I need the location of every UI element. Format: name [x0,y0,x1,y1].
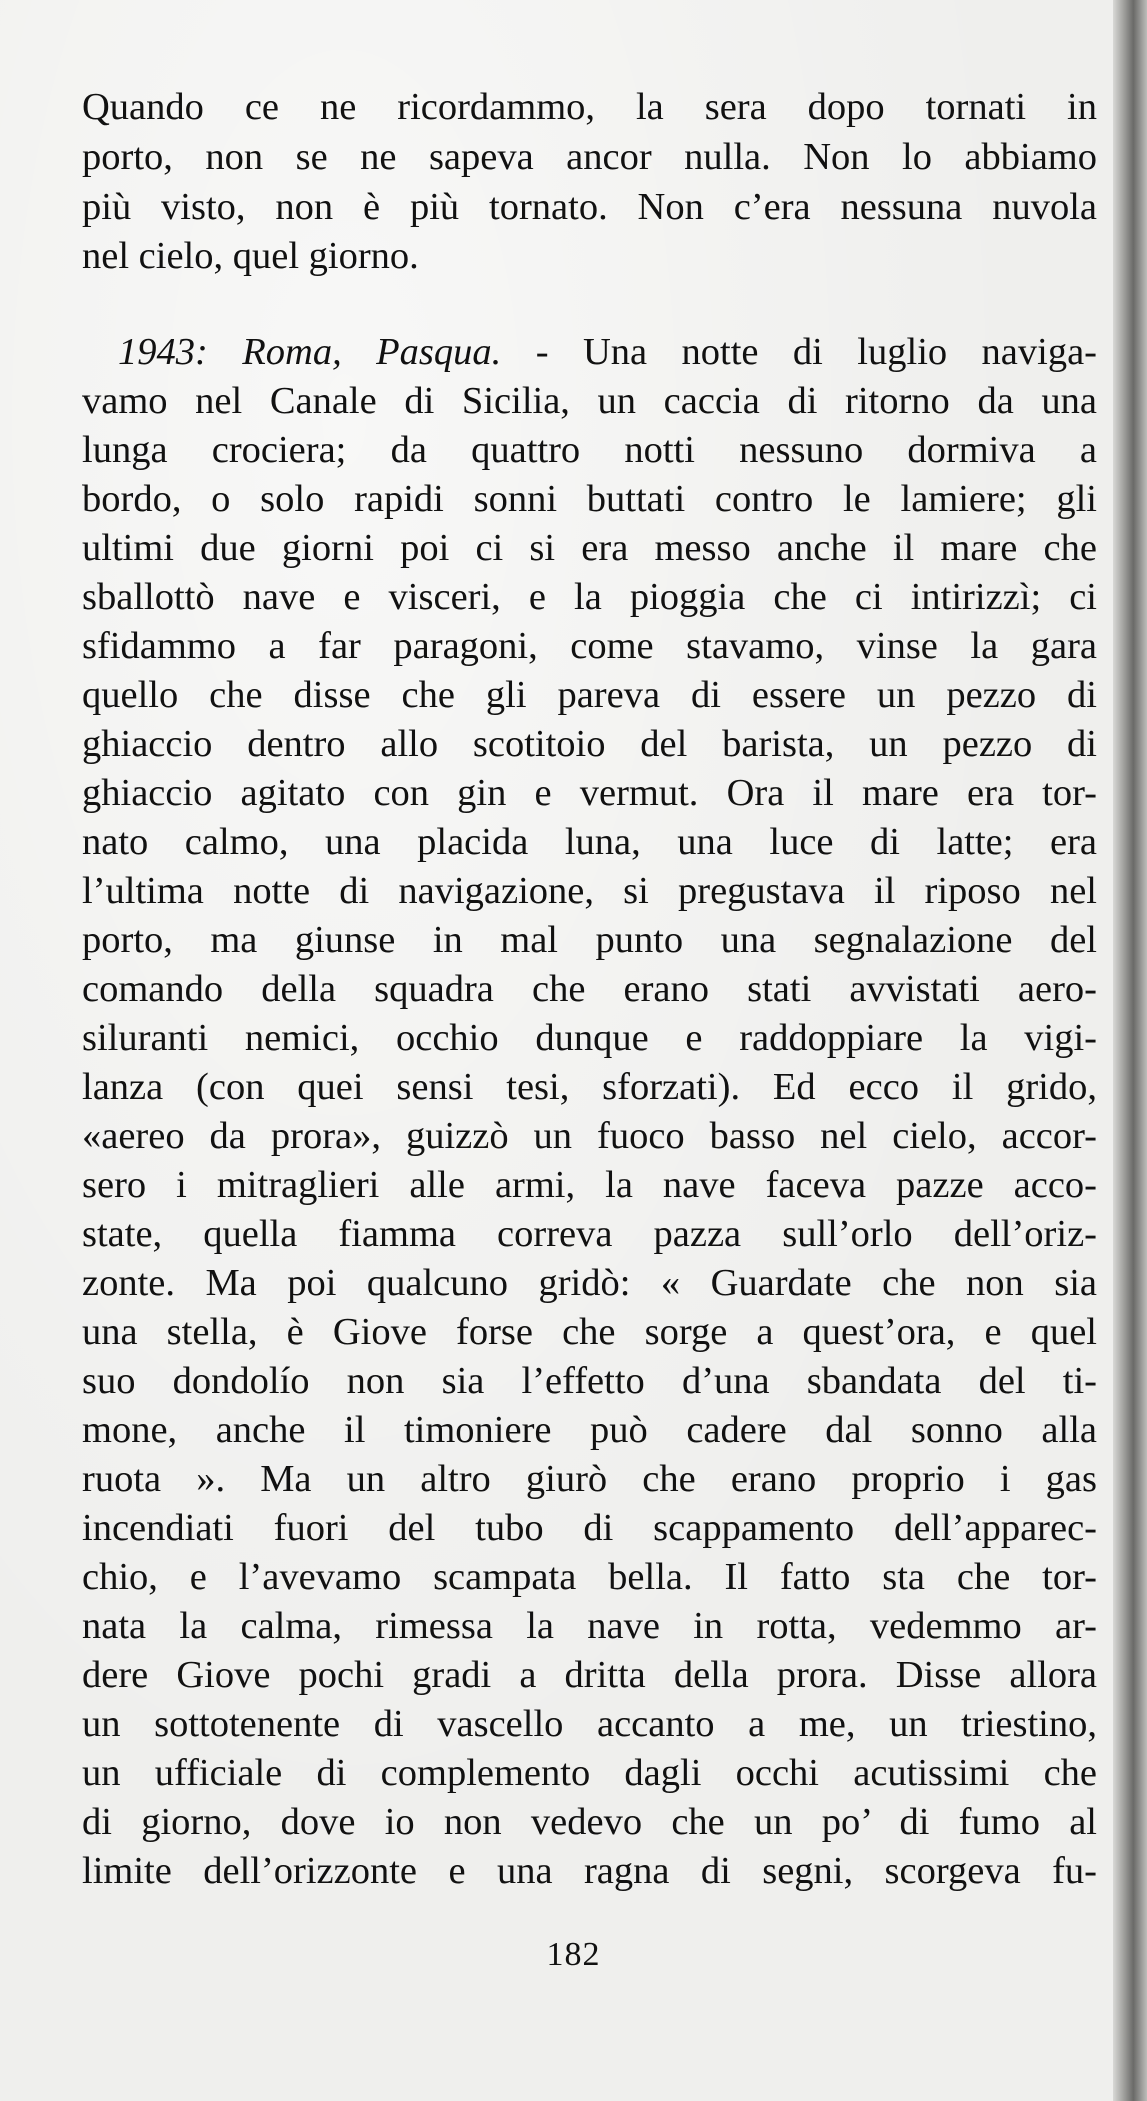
text-line: state, quella fiamma correva pazza sull’orlo dell’oriz- [82,1213,1097,1255]
text-line: Quando ce ne ricordammo, la sera dopo tornati in [82,86,1097,128]
page-number: 182 [546,1936,601,1973]
text-line: ghiaccio dentro allo scotitoio del barista, un pezzo di [82,723,1097,765]
text-line: «aereo da prora», guizzò un fuoco basso nel cielo, accor- [82,1115,1097,1157]
text-line: sero i mitraglieri alle armi, la nave faceva pazze acco- [82,1164,1097,1206]
text-line: l’ultima notte di navigazione, si pregustava il riposo nel [82,870,1097,912]
text-line: un sottotenente di vascello accanto a me, un triestino, [82,1703,1097,1745]
heading-place: Roma, Pasqua. [242,331,502,373]
text-line: comando della squadra che erano stati avvistati aero- [82,968,1097,1010]
text-line: dere Giove pochi gradi a dritta della prora. Disse allora [82,1654,1097,1696]
text-line: più visto, non è più tornato. Non c’era nessuna nuvola [82,186,1097,228]
heading-rest: - Una notte di luglio naviga- [535,331,1098,373]
text-line: di giorno, dove io non vedevo che un po’ di fumo al [82,1801,1097,1843]
text-line: chio, e l’avevamo scampata bella. Il fatto sta che tor- [82,1556,1097,1598]
text-line: sfidammo a far paragoni, come stavamo, vinse la gara [82,625,1097,667]
text-line: nato calmo, una placida luna, una luce di latte; era [82,821,1097,863]
text-line: nel cielo, quel giorno. [82,235,419,277]
text-line: porto, non se ne sapeva ancor nulla. Non lo abbiamo [82,136,1097,178]
text-line: mone, anche il timoniere può cadere dal sonno alla [82,1409,1097,1451]
page-edge-shadow [1113,0,1147,2101]
text-line: ghiaccio agitato con gin e vermut. Ora il mare era tor- [82,772,1097,814]
text-line: una stella, è Giove forse che sorge a quest’ora, e quel [82,1311,1097,1353]
text-line: ultimi due giorni poi ci si era messo anche il mare che [82,527,1097,569]
text-line: vamo nel Canale di Sicilia, un caccia di ritorno da una [82,380,1097,422]
text-line: bordo, o solo rapidi sonni buttati contro le lamiere; gli [82,478,1097,520]
paragraph-heading-line [118,327,1097,377]
text-line: lunga crociera; da quattro notti nessuno dormiva a [82,429,1097,471]
heading-date: 1943: [118,331,208,373]
text-line: ruota ». Ma un altro giurò che erano proprio i gas [82,1458,1097,1500]
text-line: nata la calma, rimessa la nave in rotta, vedemmo ar- [82,1605,1097,1647]
text-line: zonte. Ma poi qualcuno gridò: « Guardate che non sia [82,1262,1097,1304]
text-line: limite dell’orizzonte e una ragna di segni, scorgeva fu- [82,1850,1097,1892]
text-line: siluranti nemici, occhio dunque e raddoppiare la vigi- [82,1017,1097,1059]
text-line: suo dondolío non sia l’effetto d’una sbandata del ti- [82,1360,1097,1402]
text-line: quello che disse che gli pareva di essere un pezzo di [82,674,1097,716]
text-line: lanza (con quei sensi tesi, sforzati). Ed ecco il grido, [82,1066,1097,1108]
text-line: un ufficiale di complemento dagli occhi acutissimi che [82,1752,1097,1794]
text-line: incendiati fuori del tubo di scappamento dell’apparec- [82,1507,1097,1549]
text-line: porto, ma giunse in mal punto una segnalazione del [82,919,1097,961]
text-line: sballottò nave e visceri, e la pioggia che ci intirizzì; ci [82,576,1097,618]
